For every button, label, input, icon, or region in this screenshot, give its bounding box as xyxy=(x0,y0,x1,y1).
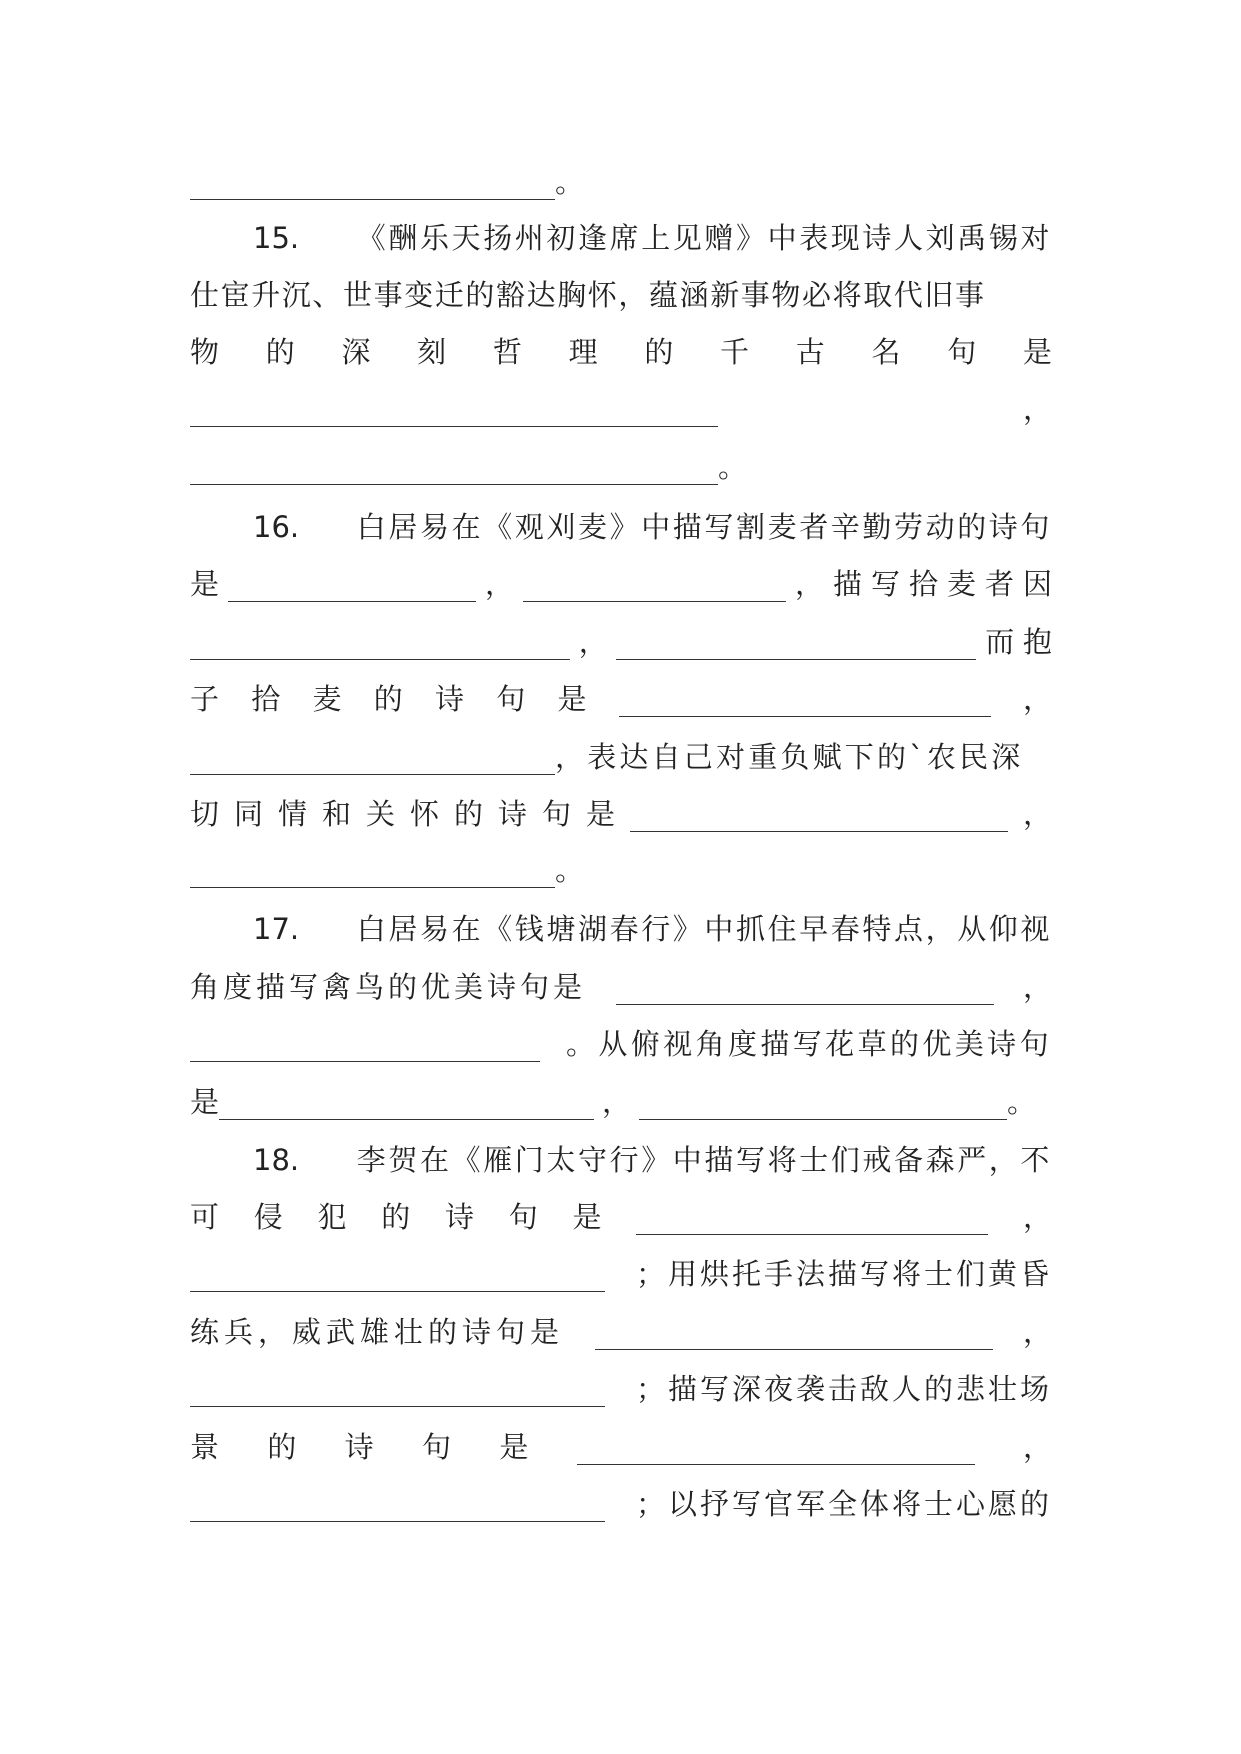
q18-text-1: 李贺在《雁门太守行》中描写将士们戒备森严，不 xyxy=(356,1143,1052,1177)
q17-text-4-start: 是 xyxy=(190,1085,220,1119)
q18-char: 句 xyxy=(508,1200,538,1234)
answer-blank[interactable] xyxy=(219,1087,594,1120)
q18-text-4: 练兵，威武雄壮的诗句是 xyxy=(190,1315,565,1349)
q16-text-1: 白居易在《观刈麦》中描写割麦者辛勤劳动的诗句 xyxy=(356,510,1052,544)
q15-line-5 xyxy=(190,445,1052,485)
q16-char: 写 xyxy=(870,567,900,601)
q18-char: 诗 xyxy=(344,1430,374,1464)
q15-char: 的 xyxy=(644,335,674,369)
q15-char: 刻 xyxy=(417,335,447,369)
q16-char: 的 xyxy=(454,797,484,831)
q17-line-3 xyxy=(190,1022,1052,1062)
q17-text-1: 白居易在《钱塘湖春行》中抓住早春特点，从仰视 xyxy=(356,912,1052,946)
answer-blank[interactable] xyxy=(190,742,555,775)
answer-blank[interactable] xyxy=(190,1029,540,1062)
q16-line-7 xyxy=(190,848,1052,888)
q18-line-2 xyxy=(190,1195,1052,1235)
q16-char: 因 xyxy=(1022,567,1052,601)
period: 。 xyxy=(555,853,585,887)
q18-text-7: ；以抒写官军全体将士心愿的 xyxy=(635,1487,1052,1521)
q18-line-6 xyxy=(190,1425,1052,1465)
q18-text-3: ；用烘托手法描写将士们黄昏 xyxy=(635,1257,1052,1291)
question-number-17: 17. xyxy=(253,912,300,946)
q17-text-3: 。从俯视角度描写花草的优美诗句 xyxy=(565,1027,1052,1061)
q16-char: 而 xyxy=(985,625,1015,659)
q16-char: 诗 xyxy=(435,682,465,716)
q15-char: 名 xyxy=(871,335,901,369)
q15-line-3 xyxy=(190,330,1052,370)
comma: ， xyxy=(578,625,608,659)
q17-line-2 xyxy=(190,965,1052,1005)
answer-blank[interactable] xyxy=(630,799,1008,832)
answer-blank[interactable] xyxy=(190,1489,605,1522)
q15-line-2 xyxy=(190,273,1052,313)
answer-blank[interactable] xyxy=(595,1317,993,1350)
answer-blank[interactable] xyxy=(190,167,555,200)
comma: ， xyxy=(1022,1200,1052,1234)
q15-char: 物 xyxy=(190,335,220,369)
q16-char: 关 xyxy=(366,797,396,831)
comma: ， xyxy=(1022,970,1052,1004)
q16-char: 句 xyxy=(496,682,526,716)
q16-line-4 xyxy=(190,677,1052,717)
q16-line-3 xyxy=(190,620,1052,660)
q18-char: 句 xyxy=(421,1430,451,1464)
q15-text-1: 《酬乐天扬州初逢席上见赠》中表现诗人刘禹锡对 xyxy=(356,221,1052,255)
q16-char: 子 xyxy=(190,682,220,716)
answer-blank[interactable] xyxy=(577,1432,975,1465)
q18-text-5: ；描写深夜袭击敌人的悲壮场 xyxy=(635,1372,1052,1406)
comma: ， xyxy=(484,567,514,601)
q18-char: 景 xyxy=(190,1430,220,1464)
comma: ， xyxy=(794,567,824,601)
answer-blank[interactable] xyxy=(616,972,994,1005)
q15-line-4 xyxy=(190,387,1052,427)
q16-char: 拾 xyxy=(251,682,281,716)
answer-blank[interactable] xyxy=(190,452,718,485)
q15-char: 深 xyxy=(341,335,371,369)
comma: ， xyxy=(1022,1315,1052,1349)
q18-line-4 xyxy=(190,1310,1052,1350)
q16-line-2 xyxy=(190,562,1052,602)
q15-char: 理 xyxy=(568,335,598,369)
comma: ， xyxy=(602,1085,632,1119)
q15-char: 句 xyxy=(947,335,977,369)
answer-blank[interactable] xyxy=(190,627,570,660)
q15-line-1 xyxy=(253,216,1052,256)
q16-char: 抱 xyxy=(1022,625,1052,659)
q18-line-3 xyxy=(190,1252,1052,1292)
q16-char: 描 xyxy=(832,567,862,601)
comma: ， xyxy=(1022,682,1052,716)
q18-char: 犯 xyxy=(317,1200,347,1234)
question-number-16: 16. xyxy=(253,510,300,544)
answer-blank[interactable] xyxy=(190,1259,605,1292)
answer-blank[interactable] xyxy=(619,684,991,717)
q16-char: 是 xyxy=(586,797,616,831)
q17-line-4 xyxy=(190,1080,1052,1120)
q16-char: 怀 xyxy=(410,797,440,831)
q16-char: 麦 xyxy=(946,567,976,601)
q18-char: 侵 xyxy=(253,1200,283,1234)
q16-char: 同 xyxy=(234,797,264,831)
q16-char: 拾 xyxy=(908,567,938,601)
q15-char: 哲 xyxy=(492,335,522,369)
q15-char: 古 xyxy=(795,335,825,369)
q15-char: 的 xyxy=(265,335,295,369)
q18-char: 可 xyxy=(190,1200,220,1234)
q16-text-5: ，表达自己对重负赋下的`农民深 xyxy=(555,740,1024,774)
answer-blank[interactable] xyxy=(616,627,976,660)
q16-char: 是 xyxy=(557,682,587,716)
q18-char: 是 xyxy=(572,1200,602,1234)
q16-char: 者 xyxy=(984,567,1014,601)
q15-text-2: 仕宦升沉、世事变迁的豁达胸怀，蕴涵新事物必将取代旧事 xyxy=(190,278,986,312)
comma: ， xyxy=(1022,392,1052,426)
q18-char: 的 xyxy=(267,1430,297,1464)
period: 。 xyxy=(718,450,748,484)
answer-blank[interactable] xyxy=(190,394,718,427)
q14-tail-line xyxy=(190,160,1052,200)
comma: ， xyxy=(1022,1430,1052,1464)
comma: ， xyxy=(1022,797,1052,831)
q18-line-7 xyxy=(190,1482,1052,1522)
q16-line-5 xyxy=(190,735,1052,775)
question-number-15: 15. xyxy=(253,221,300,255)
answer-blank[interactable] xyxy=(190,1374,605,1407)
q18-char: 诗 xyxy=(445,1200,475,1234)
q16-char: 和 xyxy=(322,797,352,831)
q16-line-1 xyxy=(253,505,1052,545)
answer-blank[interactable] xyxy=(639,1087,1007,1120)
q18-line-1 xyxy=(253,1138,1052,1178)
q18-char: 的 xyxy=(381,1200,411,1234)
question-number-18: 18. xyxy=(253,1143,300,1177)
period: 。 xyxy=(1007,1085,1037,1119)
q18-char: 是 xyxy=(499,1430,529,1464)
q16-char: 句 xyxy=(542,797,572,831)
q17-text-2: 角度描写禽鸟的优美诗句是 xyxy=(190,970,587,1004)
q16-line-6 xyxy=(190,792,1052,832)
answer-blank[interactable] xyxy=(190,855,555,888)
q17-line-1 xyxy=(253,907,1052,947)
q16-char: 的 xyxy=(373,682,403,716)
q16-char: 情 xyxy=(278,797,308,831)
q18-line-5 xyxy=(190,1367,1052,1407)
period: 。 xyxy=(555,165,585,199)
q16-char: 切 xyxy=(190,797,220,831)
q15-char: 千 xyxy=(720,335,750,369)
answer-blank[interactable] xyxy=(636,1202,988,1235)
q15-char: 是 xyxy=(1022,335,1052,369)
q16-text-2-start: 是 xyxy=(190,567,220,601)
answer-blank[interactable] xyxy=(228,569,476,602)
q16-char: 麦 xyxy=(312,682,342,716)
answer-blank[interactable] xyxy=(523,569,786,602)
q16-char: 诗 xyxy=(498,797,528,831)
